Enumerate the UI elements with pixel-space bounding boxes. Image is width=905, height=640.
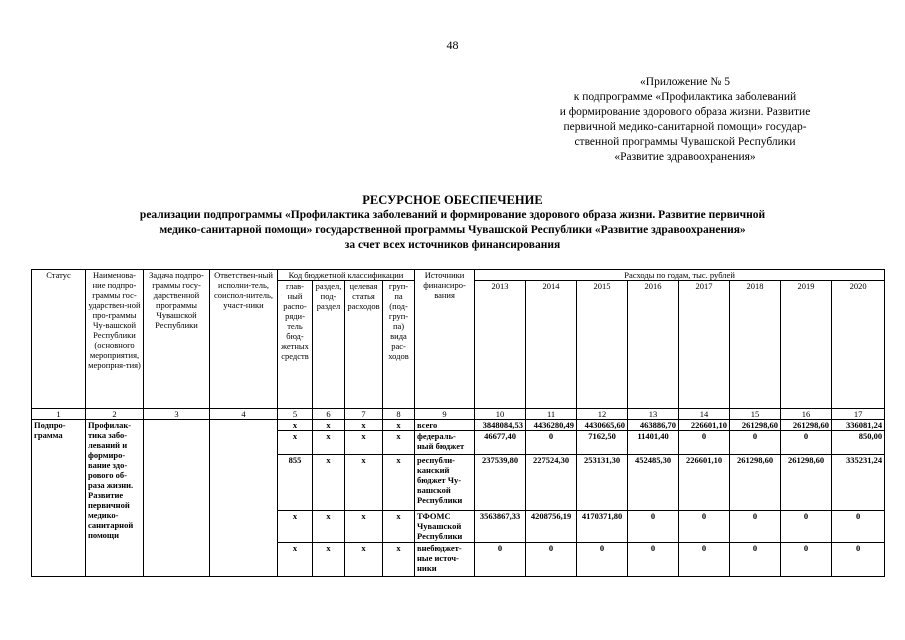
header-year: 2018 xyxy=(730,281,781,409)
header-year: 2019 xyxy=(781,281,832,409)
title-block xyxy=(40,192,865,253)
budget-code-cell: x xyxy=(383,431,415,455)
expense-value: 3563867,33 xyxy=(475,511,526,543)
header-year: 2013 xyxy=(475,281,526,409)
budget-code-cell: x xyxy=(313,431,345,455)
expense-value: 0 xyxy=(679,431,730,455)
appendix-line: и формирование здорового образа жизни. Развитие xyxy=(559,106,811,118)
column-number-row xyxy=(32,409,885,420)
appendix-line: «Развитие здравоохранения» xyxy=(614,151,756,163)
expense-value: 0 xyxy=(781,511,832,543)
expense-value: 0 xyxy=(577,543,628,577)
column-number: 4 xyxy=(210,409,278,420)
expense-value: 261298,60 xyxy=(730,420,781,431)
column-number: 8 xyxy=(383,409,415,420)
header-year: 2017 xyxy=(679,281,730,409)
expense-value: 253131,30 xyxy=(577,455,628,511)
column-number: 16 xyxy=(781,409,832,420)
column-number: 2 xyxy=(86,409,144,420)
column-number: 7 xyxy=(345,409,383,420)
header-year: 2014 xyxy=(526,281,577,409)
budget-code-cell: x xyxy=(345,511,383,543)
expense-value: 4170371,80 xyxy=(577,511,628,543)
appendix-line: первичной медико-санитарной помощи» государ- xyxy=(563,121,807,133)
budget-code-cell: x xyxy=(383,543,415,577)
program-status: Подпро-грамма xyxy=(32,420,86,577)
header-budget-code: Код бюджетной классификации xyxy=(278,270,415,281)
funding-source: федераль-ный бюджет xyxy=(415,431,475,455)
expense-value: 0 xyxy=(628,543,679,577)
expense-value: 0 xyxy=(526,543,577,577)
budget-code-cell: x xyxy=(278,420,313,431)
expense-value: 0 xyxy=(781,543,832,577)
header-name: Наименова-ние подпро-граммы гос-ударствен-ной про-граммы Чу-вашской Республики (основного мероприятия, меропрня-тия) xyxy=(86,270,144,409)
column-number: 13 xyxy=(628,409,679,420)
funding-source: внебюджет-ные источ-ники xyxy=(415,543,475,577)
expense-value: 227524,30 xyxy=(526,455,577,511)
budget-code-cell: x xyxy=(313,455,345,511)
expense-value: 261298,60 xyxy=(730,455,781,511)
header-budget-article: целевая статья расходов xyxy=(345,281,383,409)
column-number: 12 xyxy=(577,409,628,420)
budget-code-cell: 855 xyxy=(278,455,313,511)
expense-value: 4208756,19 xyxy=(526,511,577,543)
expense-value: 463886,70 xyxy=(628,420,679,431)
appendix-line: «Приложение № 5 xyxy=(640,76,730,88)
expense-value: 0 xyxy=(679,543,730,577)
appendix-line: к подпрограмме «Профилактика заболеваний xyxy=(573,91,797,103)
subtitle-line: медико-санитарной помощи» государственной программы Чувашской Республики «Развитие здравоохранения» xyxy=(159,224,746,236)
program-responsible xyxy=(210,420,278,577)
funding-source: республи-канский бюджет Чу-вашской Республики xyxy=(415,455,475,511)
column-number: 17 xyxy=(832,409,885,420)
resource-table xyxy=(31,269,885,577)
header-status: Статус xyxy=(32,270,86,409)
header-responsible: Ответствен-ный исполни-тель, соиспол-нитель, участ-ники xyxy=(210,270,278,409)
header-row xyxy=(32,270,885,281)
budget-code-cell: x xyxy=(278,543,313,577)
budget-code-cell: x xyxy=(383,511,415,543)
expense-value: 850,00 xyxy=(832,431,885,455)
table-row xyxy=(32,420,885,431)
expense-value: 261298,60 xyxy=(781,420,832,431)
column-number: 10 xyxy=(475,409,526,420)
program-task xyxy=(144,420,210,577)
page-number: 48 xyxy=(446,38,459,52)
expense-value: 0 xyxy=(679,511,730,543)
budget-code-cell: x xyxy=(383,420,415,431)
expense-value: 0 xyxy=(730,431,781,455)
budget-code-cell: x xyxy=(345,455,383,511)
appendix-note xyxy=(500,75,870,165)
header-year: 2015 xyxy=(577,281,628,409)
expense-value: 11401,40 xyxy=(628,431,679,455)
budget-code-cell: x xyxy=(383,455,415,511)
expense-value: 226601,10 xyxy=(679,455,730,511)
column-number: 3 xyxy=(144,409,210,420)
expense-value: 0 xyxy=(781,431,832,455)
expense-value: 0 xyxy=(628,511,679,543)
document-subtitle xyxy=(40,208,865,253)
column-number: 14 xyxy=(679,409,730,420)
expense-value: 4430665,60 xyxy=(577,420,628,431)
expense-value: 4436280,49 xyxy=(526,420,577,431)
expense-value: 336081,24 xyxy=(832,420,885,431)
column-number: 6 xyxy=(313,409,345,420)
budget-code-cell: x xyxy=(313,511,345,543)
expense-value: 0 xyxy=(730,511,781,543)
expense-value: 237539,80 xyxy=(475,455,526,511)
column-number: 11 xyxy=(526,409,577,420)
column-number: 1 xyxy=(32,409,86,420)
budget-code-cell: x xyxy=(278,511,313,543)
budget-code-cell: x xyxy=(345,420,383,431)
header-expenses: Расходы по годам, тыс. рублей xyxy=(475,270,885,281)
budget-code-cell: x xyxy=(345,543,383,577)
header-year: 2016 xyxy=(628,281,679,409)
expense-value: 7162,50 xyxy=(577,431,628,455)
budget-code-cell: x xyxy=(278,431,313,455)
funding-source: всего xyxy=(415,420,475,431)
expense-value: 3848084,53 xyxy=(475,420,526,431)
header-budget-main: глав-ный распо-ряди-тель бюд-жетных средств xyxy=(278,281,313,409)
header-budget-section: раздел, под-раздел xyxy=(313,281,345,409)
budget-code-cell: x xyxy=(345,431,383,455)
expense-value: 0 xyxy=(832,511,885,543)
expense-value: 46677,40 xyxy=(475,431,526,455)
expense-value: 226601,10 xyxy=(679,420,730,431)
header-budget-group: груп-па (под-груп-па) вида рас-ходов xyxy=(383,281,415,409)
expense-value: 0 xyxy=(832,543,885,577)
column-number: 5 xyxy=(278,409,313,420)
budget-code-cell: x xyxy=(313,543,345,577)
expense-value: 0 xyxy=(526,431,577,455)
budget-code-cell: x xyxy=(313,420,345,431)
appendix-line: ственной программы Чувашской Республики xyxy=(574,136,796,148)
expense-value: 261298,60 xyxy=(781,455,832,511)
expense-value: 335231,24 xyxy=(832,455,885,511)
header-year: 2020 xyxy=(832,281,885,409)
header-sources: Источники финансиро-вания xyxy=(415,270,475,409)
program-name: Профилак-тика забо-леваний и формиро-вание здо-рового об-раза жизни. Развитие первичной медико-санитарной помощи xyxy=(86,420,144,577)
funding-source: ТФОМС Чувашской Республики xyxy=(415,511,475,543)
column-number: 15 xyxy=(730,409,781,420)
subtitle-line: за счет всех источников финансирования xyxy=(344,239,561,251)
expense-value: 0 xyxy=(730,543,781,577)
expense-value: 0 xyxy=(475,543,526,577)
header-task: Задача подпро-граммы госу-дарственной программы Чувашской Республики xyxy=(144,270,210,409)
subtitle-line: реализации подпрограммы «Профилактика заболеваний и формирование здорового образа жизни. Развитие первичной xyxy=(139,209,766,221)
column-number: 9 xyxy=(415,409,475,420)
expense-value: 452485,30 xyxy=(628,455,679,511)
document-title: РЕСУРСНОЕ ОБЕСПЕЧЕНИЕ xyxy=(362,193,543,207)
